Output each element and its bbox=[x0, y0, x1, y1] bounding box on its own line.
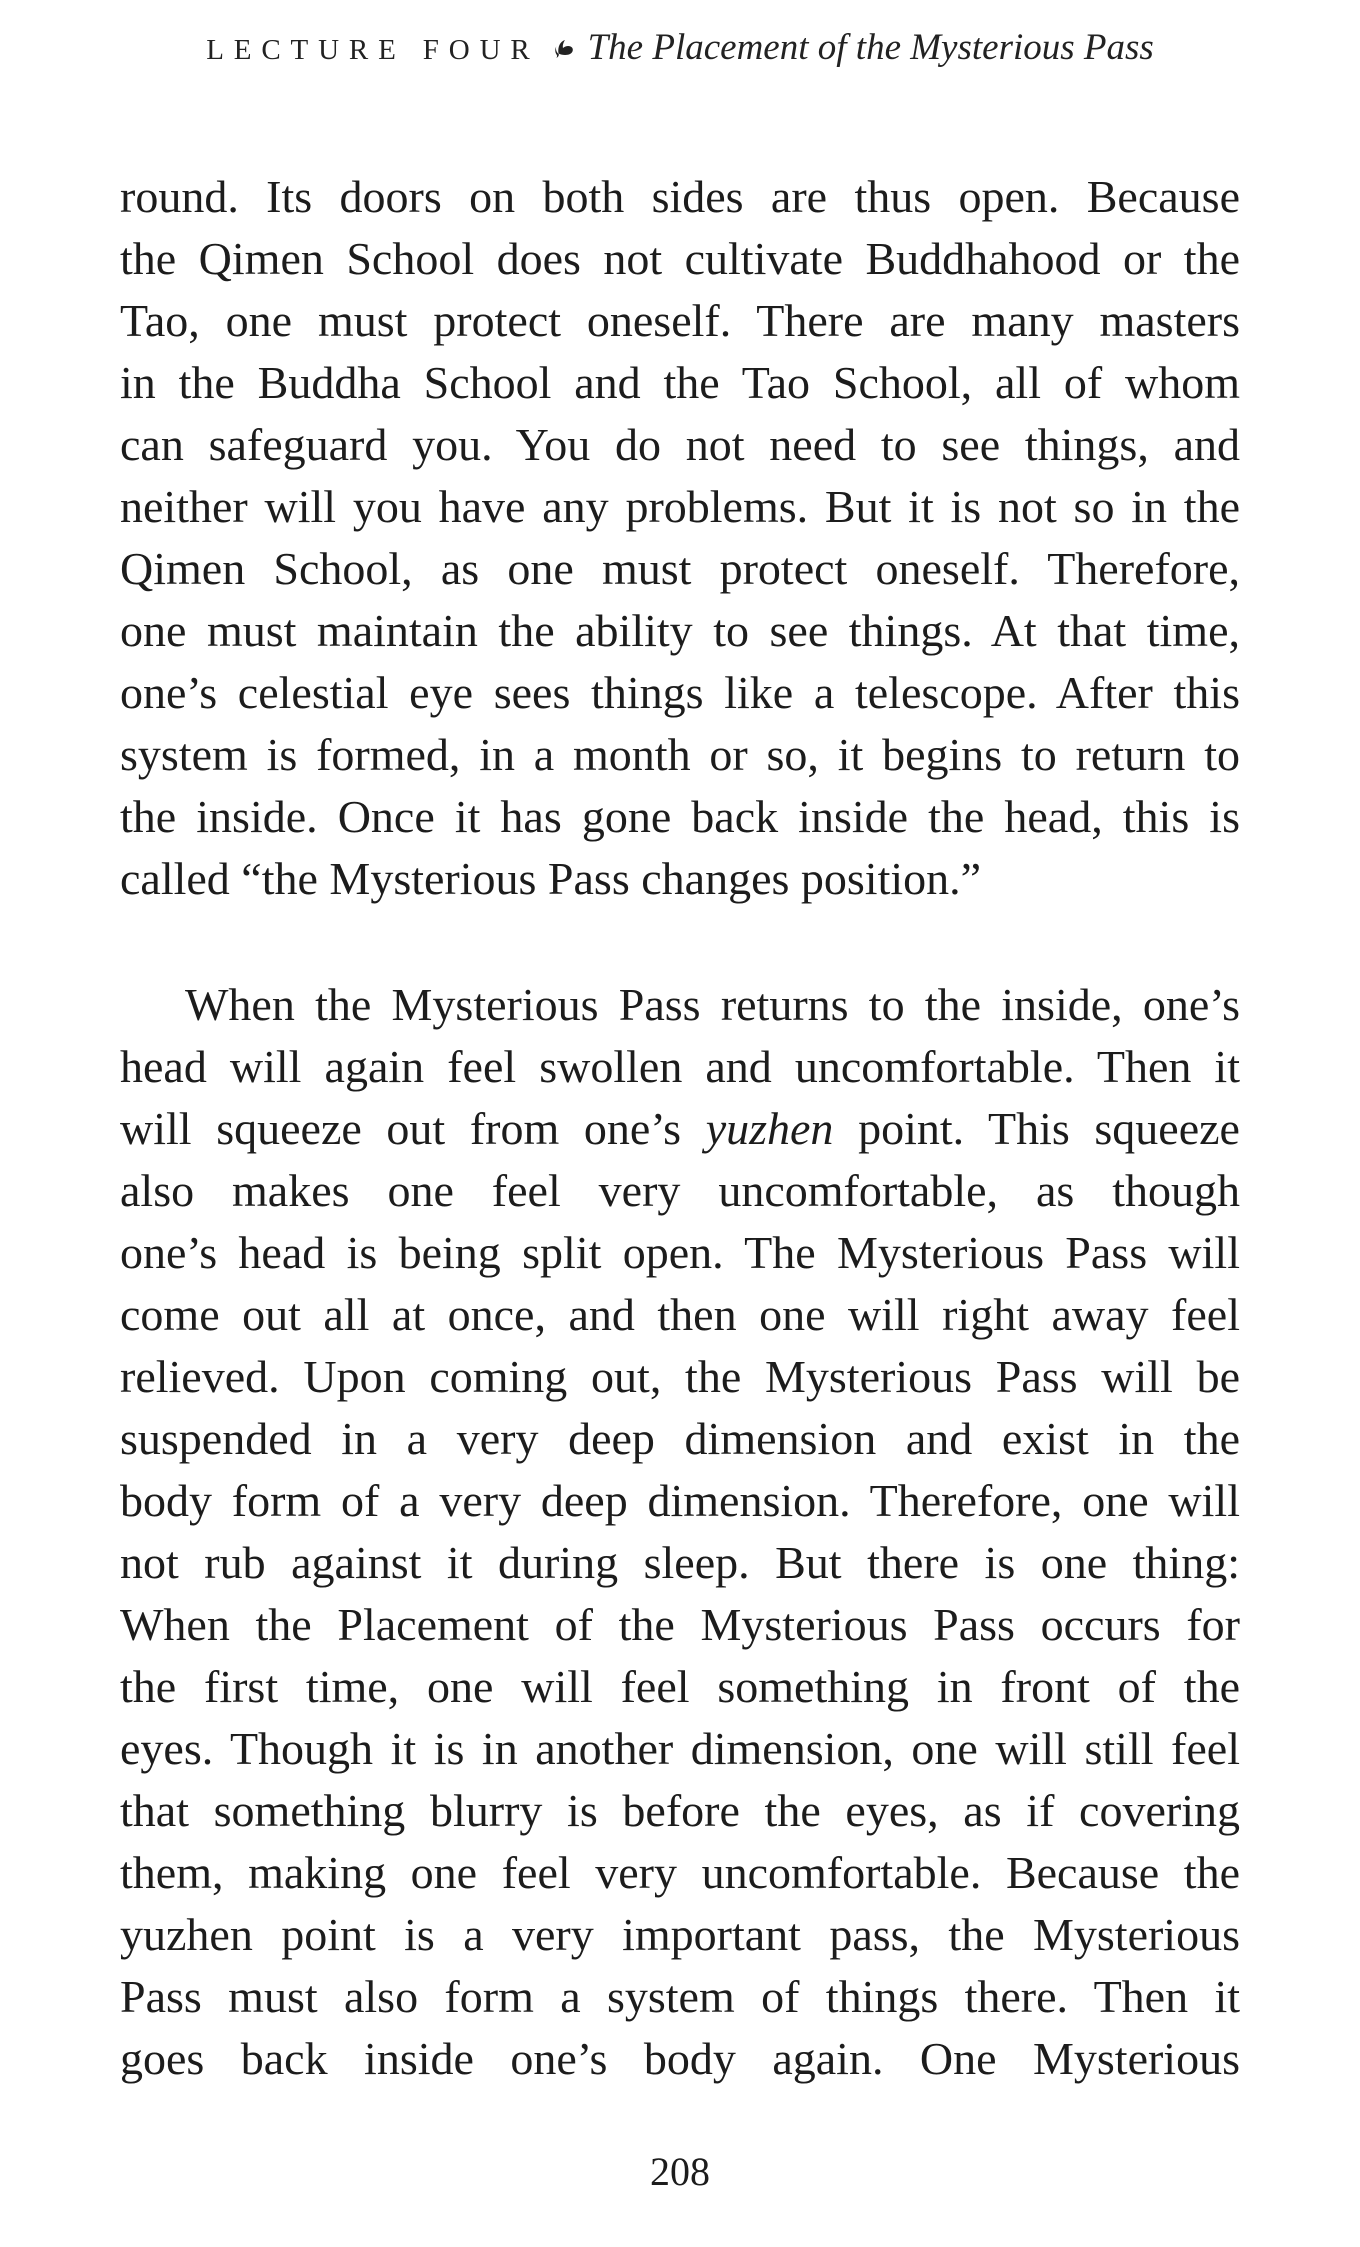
text-line: one’s celestial eye sees things like a telescope. After this bbox=[120, 667, 1240, 718]
text-line: Tao, one must protect oneself. There are many masters bbox=[120, 295, 1240, 346]
text-line: body form of a very deep dimension. Therefore, one will bbox=[120, 1475, 1240, 1526]
text-line: relieved. Upon coming out, the Mysterious Pass will be bbox=[120, 1351, 1240, 1402]
text-line: the inside. Once it has gone back inside the head, this is bbox=[120, 791, 1240, 842]
text-line: called “the Mysterious Pass changes position.” bbox=[120, 853, 982, 904]
text-line: head will again feel swollen and uncomfortable. Then it bbox=[120, 1041, 1240, 1092]
text-line: When the Mysterious Pass returns to the inside, one’s bbox=[185, 979, 1240, 1030]
text-line: the first time, one will feel something in front of the bbox=[120, 1661, 1240, 1712]
chapter-title: The Placement of the Mysterious Pass bbox=[587, 27, 1154, 68]
page-number: 208 bbox=[650, 2149, 710, 2194]
leaf-ornament-icon bbox=[548, 37, 574, 66]
text-line: yuzhen point is a very important pass, the Mysterious bbox=[120, 1909, 1240, 1960]
text-line: in the Buddha School and the Tao School, all of whom bbox=[120, 357, 1240, 408]
text-line: neither will you have any problems. But it is not so in the bbox=[120, 481, 1240, 532]
running-header bbox=[0, 0, 1360, 70]
paragraph bbox=[120, 166, 1240, 910]
text-line: eyes. Though it is in another dimension, one will still feel bbox=[120, 1723, 1240, 1774]
text-line: system is formed, in a month or so, it begins to return to bbox=[120, 729, 1240, 780]
text-line: Qimen School, as one must protect oneself. Therefore, bbox=[120, 543, 1240, 594]
lecture-label: LECTURE FOUR bbox=[206, 34, 540, 66]
text-line: round. Its doors on both sides are thus open. Because bbox=[120, 171, 1240, 222]
text-line: come out all at once, and then one will right away feel bbox=[120, 1289, 1240, 1340]
text-line: also makes one feel very uncomfortable, as though bbox=[120, 1165, 1240, 1216]
text-line: can safeguard you. You do not need to see things, and bbox=[120, 419, 1240, 470]
text-line: that something blurry is before the eyes, as if covering bbox=[120, 1785, 1240, 1836]
paragraph bbox=[120, 974, 1240, 2090]
text-line: them, making one feel very uncomfortable. Because the bbox=[120, 1847, 1240, 1898]
text-line: the Qimen School does not cultivate Buddhahood or the bbox=[120, 233, 1240, 284]
text-block bbox=[120, 166, 1240, 2090]
text-line: suspended in a very deep dimension and exist in the bbox=[120, 1413, 1240, 1464]
text-line: not rub against it during sleep. But there is one thing: bbox=[120, 1537, 1240, 1588]
text-line: will squeeze out from one’s yuzhen point. This squeeze bbox=[120, 1103, 1240, 1154]
text-line: Pass must also form a system of things there. Then it bbox=[120, 1971, 1240, 2022]
text-line: goes back inside one’s body again. One Mysterious bbox=[120, 2033, 1240, 2084]
text-line: When the Placement of the Mysterious Pass occurs for bbox=[120, 1599, 1240, 1650]
text-line: one must maintain the ability to see things. At that time, bbox=[120, 605, 1240, 656]
text-line: one’s head is being split open. The Mysterious Pass will bbox=[120, 1227, 1240, 1278]
